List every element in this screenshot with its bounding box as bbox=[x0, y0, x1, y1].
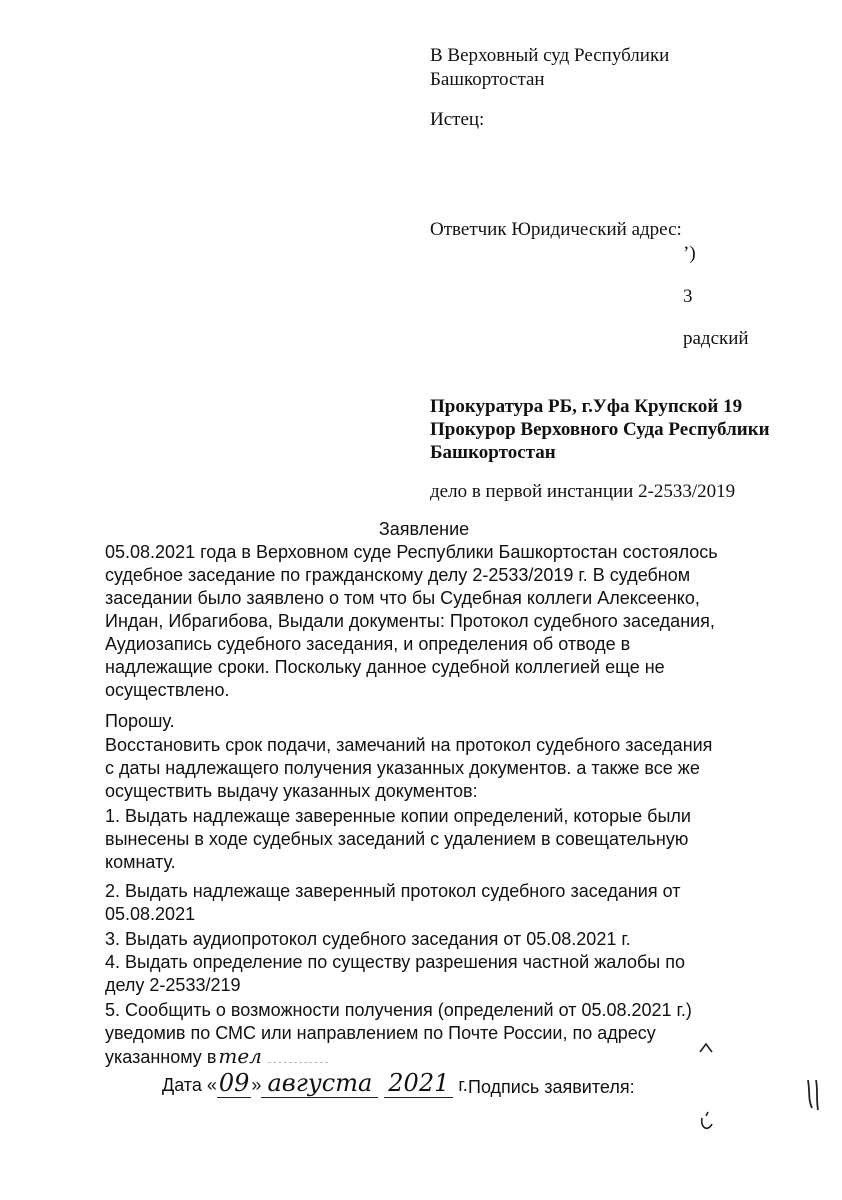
redacted-phone bbox=[268, 1062, 328, 1063]
request-item-4: 4. Выдать определение по существу разрешения частной жалобы по bbox=[105, 952, 686, 972]
handwritten-tel: тел bbox=[218, 1044, 262, 1068]
defendant-address-label: Ответчик Юридический адрес: bbox=[430, 219, 682, 240]
intro-line: заседании было заявлено о том что бы Судебная коллеги Алексеенко, bbox=[105, 588, 700, 608]
request-item-1: 1. Выдать надлежаще заверенные копии определений, которые были bbox=[105, 806, 691, 826]
request-line: осуществить выдачу указанных документов: bbox=[105, 781, 478, 801]
handwritten-year: 2021 bbox=[384, 1069, 453, 1098]
intro-paragraph bbox=[105, 541, 789, 702]
request-list bbox=[105, 734, 789, 1069]
signature-marks bbox=[690, 1040, 830, 1150]
redacted-fragment-3: радский bbox=[683, 328, 749, 349]
date-line bbox=[162, 1069, 468, 1097]
intro-line: судебное заседание по гражданскому делу 2-2533/2019 г. В судебном bbox=[105, 565, 691, 585]
request-line: вынесены в ходе судебных заседаний с удалением в совещательную bbox=[105, 829, 689, 849]
signature-label: Подпись заявителя: bbox=[468, 1077, 635, 1097]
court-line-2: Башкортостан bbox=[430, 69, 545, 90]
intro-line: Индан, Ибрагибова, Выдали документы: Протокол судебного заседания, bbox=[105, 611, 715, 631]
intro-line: надлежащие сроки. Поскольку данное судебной коллегией еще не bbox=[105, 657, 665, 677]
caret-mark bbox=[700, 1044, 712, 1052]
request-line-text: указанному в bbox=[105, 1047, 217, 1067]
prosecutor-line-3: Башкортостан bbox=[430, 442, 556, 463]
intro-line: Аудиозапись судебного заседания, и определения об отводе в bbox=[105, 634, 631, 654]
request-line: 05.08.2021 bbox=[105, 904, 196, 924]
date-label: Дата « bbox=[162, 1075, 217, 1095]
redacted-fragment-1: ’) bbox=[683, 243, 696, 264]
request-line: комнату. bbox=[105, 852, 176, 872]
intro-line: осуществлено. bbox=[105, 680, 230, 700]
document-title: Заявление bbox=[378, 519, 470, 539]
request-line: уведомив по СМС или направлением по Почте России, по адресу bbox=[105, 1023, 656, 1043]
redacted-fragment-2: 3 bbox=[683, 286, 693, 307]
request-item-3: 3. Выдать аудиопротокол судебного заседания от 05.08.2021 г. bbox=[105, 929, 631, 949]
prosecutor-line-2: Прокурор Верховного Суда Республики bbox=[430, 419, 770, 440]
date-quote-close: » bbox=[251, 1075, 262, 1095]
request-item-5: 5. Сообщить о возможности получения (определений от 05.08.2021 г.) bbox=[105, 1000, 692, 1020]
plaintiff-label: Истец: bbox=[430, 109, 485, 130]
prosecutor-line-1: Прокуратура РБ, г.Уфа Крупской 19 bbox=[430, 396, 743, 417]
request-line-last bbox=[105, 1045, 789, 1069]
year-suffix: г. bbox=[453, 1075, 468, 1095]
request-heading: Порошу. bbox=[105, 711, 175, 731]
request-line: Восстановить срок подачи, замечаний на протокол судебного заседания bbox=[105, 735, 713, 755]
intro-line: 05.08.2021 года в Верховном суде Республики Башкортостан состоялось bbox=[105, 542, 718, 562]
case-number: дело в первой инстанции 2-2533/2019 bbox=[430, 481, 736, 502]
request-item-2: 2. Выдать надлежаще заверенный протокол судебного заседания от bbox=[105, 881, 681, 901]
signature-stroke bbox=[808, 1080, 818, 1110]
handwritten-month: августа bbox=[261, 1069, 378, 1098]
handwritten-day: 09 bbox=[218, 1069, 250, 1097]
signature-small-mark bbox=[702, 1112, 712, 1128]
request-line: с даты надлежащего получения указанных документов. а также все же bbox=[105, 758, 700, 778]
court-line-1: В Верховный суд Республики bbox=[430, 45, 670, 66]
request-line: делу 2-2533/219 bbox=[105, 975, 241, 995]
